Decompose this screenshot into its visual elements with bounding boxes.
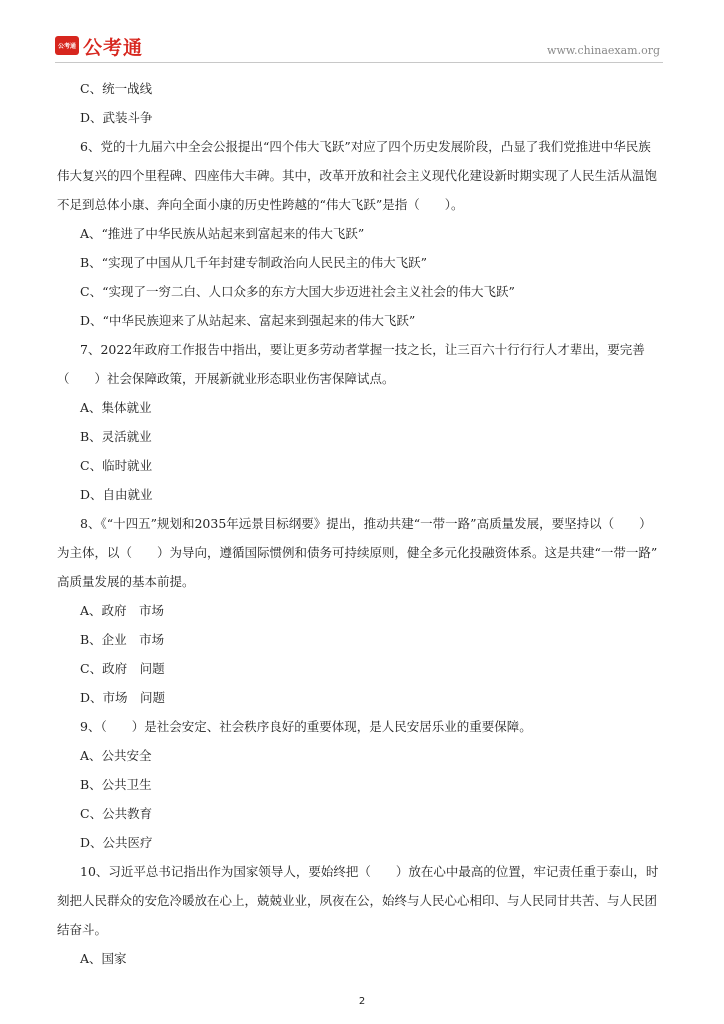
logo-badge: 公考通: [55, 36, 79, 55]
option-d: D、武装斗争: [80, 110, 153, 125]
option-c: C、公共教育: [80, 806, 153, 821]
option-c: C、临时就业: [80, 458, 153, 473]
option-c: C、“实现了一穷二白、人口众多的东方大国大步迈进社会主义社会的伟大飞跃”: [80, 284, 515, 299]
option-d: D、市场 问题: [80, 690, 166, 705]
question-7-line-2: （ ）社会保障政策，开展新就业形态职业伤害保障试点。: [57, 371, 395, 386]
option-b: B、企业 市场: [80, 632, 165, 647]
question-8-line-3: 高质量发展的基本前提。: [57, 574, 195, 589]
option-a: A、“推进了中华民族从站起来到富起来的伟大飞跃”: [80, 226, 365, 241]
question-6-line-1: 6、党的十九届六中全会公报提出“四个伟大飞跃”对应了四个历史发展阶段，凸显了我们党推进中华民族: [80, 139, 651, 154]
option-c: C、政府 问题: [80, 661, 165, 676]
option-c: C、统一战线: [80, 81, 153, 96]
option-a: A、公共安全: [80, 748, 152, 763]
option-b: B、公共卫生: [80, 777, 152, 792]
option-a: A、集体就业: [80, 400, 152, 415]
option-d: D、“中华民族迎来了从站起来、富起来到强起来的伟大飞跃”: [80, 313, 416, 328]
page-header: [55, 34, 660, 60]
question-6-line-3: 不足到总体小康、奔向全面小康的历史性跨越的“伟大飞跃”是指（ ）。: [57, 197, 464, 212]
question-8-line-1: 8、《“十四五”规划和2035年远景目标纲要》提出，推动共建“一带一路”高质量发展，要坚持以（ ）: [80, 516, 652, 531]
option-b: B、灵活就业: [80, 429, 152, 444]
option-a: A、国家: [80, 951, 127, 966]
question-7-line-1: 7、2022年政府工作报告中指出，要让更多劳动者掌握一技之长，让三百六十行行行人才辈出，要完善: [80, 342, 645, 357]
logo-text: 公考通: [83, 37, 144, 59]
question-9: 9、（ ）是社会安定、社会秩序良好的重要体现，是人民安居乐业的重要保障。: [80, 719, 532, 734]
site-url: www.chinaexam.org: [547, 44, 660, 57]
question-10-line-3: 结奋斗。: [57, 922, 108, 937]
option-b: B、“实现了中国从几千年封建专制政治向人民民主的伟大飞跃”: [80, 255, 427, 270]
header-divider: [55, 62, 663, 63]
option-d: D、自由就业: [80, 487, 153, 502]
question-8-line-2: 为主体，以（ ）为导向，遵循国际惯例和债务可持续原则，健全多元化投融资体系。这是共建“一带一路”: [57, 545, 658, 560]
question-6-line-2: 伟大复兴的四个里程碑、四座伟大丰碑。其中，改革开放和社会主义现代化建设新时期实现了人民生活从温饱: [57, 168, 658, 183]
option-d: D、公共医疗: [80, 835, 153, 850]
question-10-line-2: 刻把人民群众的安危冷暖放在心上，兢兢业业，夙夜在公，始终与人民心心相印、与人民同甘共苦、与人民团: [57, 893, 658, 908]
page-number: 2: [358, 996, 366, 1007]
document-body: [57, 74, 667, 973]
question-10-line-1: 10、习近平总书记指出作为国家领导人，要始终把（ ）放在心中最高的位置，牢记责任重于泰山，时: [80, 864, 659, 879]
option-a: A、政府 市场: [80, 603, 165, 618]
